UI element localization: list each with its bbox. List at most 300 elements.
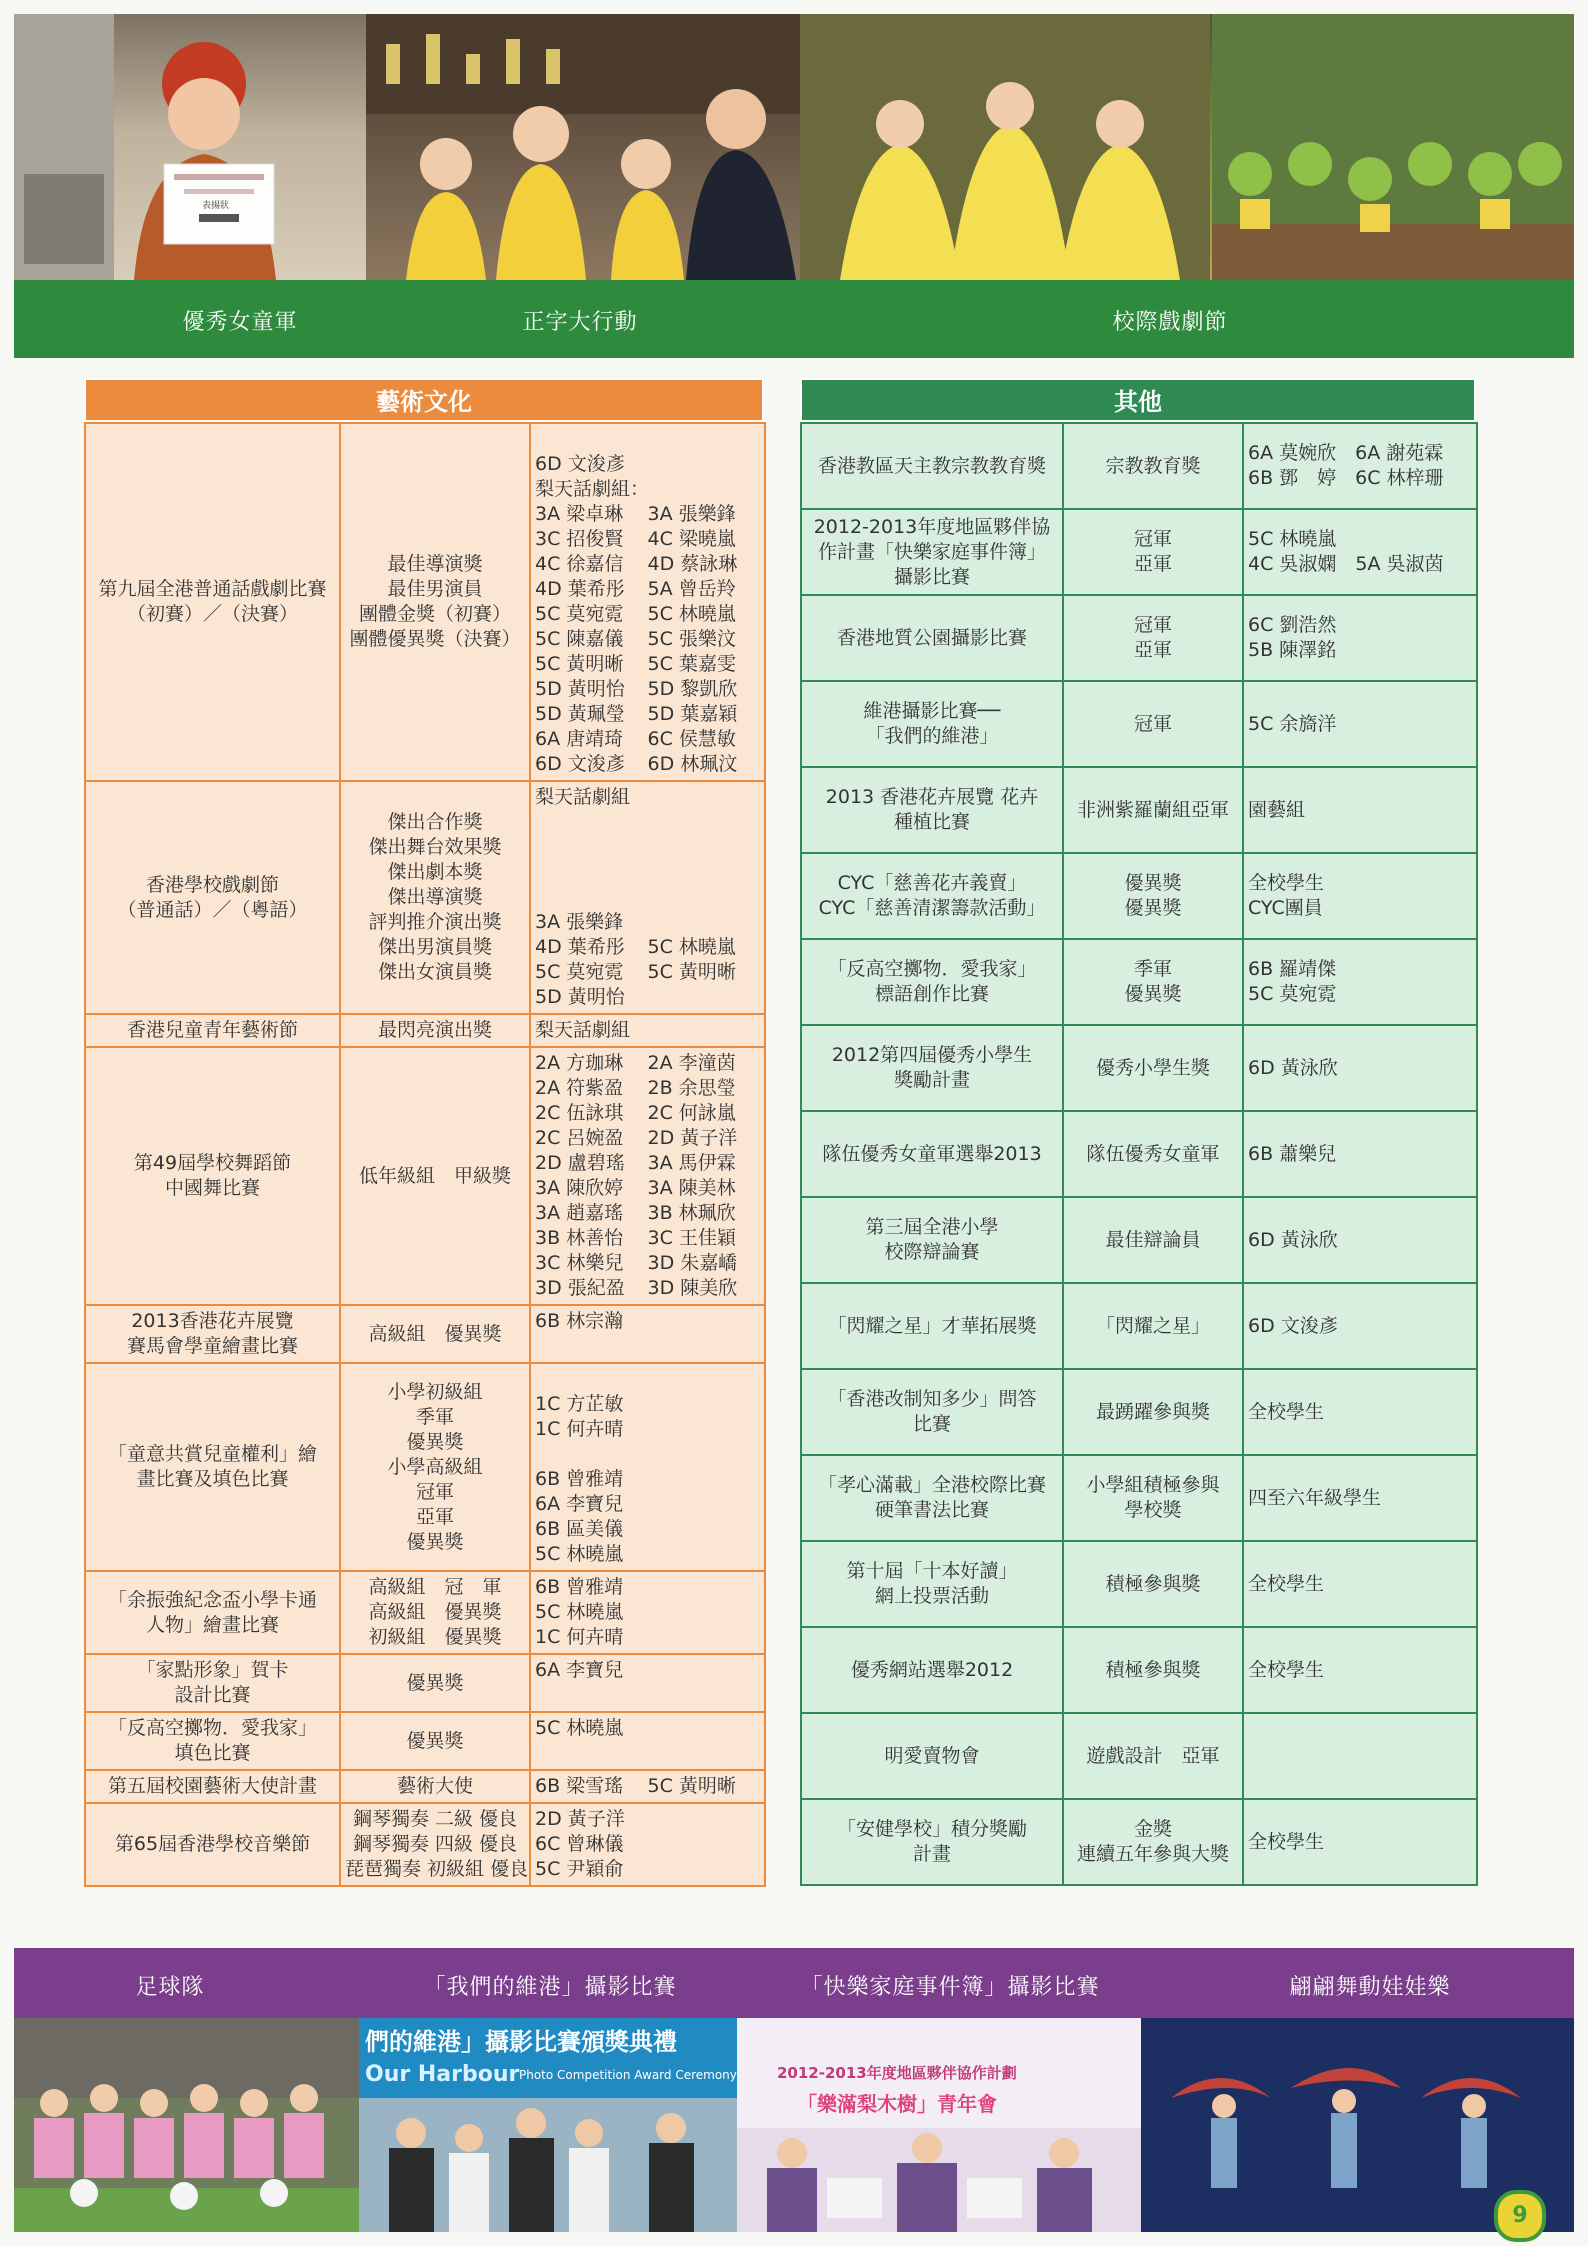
others-event-line: 2013 香港花卉展覽 花卉	[825, 786, 1039, 808]
others-award	[1063, 939, 1243, 1025]
winner-pair	[535, 702, 760, 727]
others-award-line: 積極參與獎	[1105, 1572, 1201, 1595]
arts-award-line: 傑出舞台效果獎	[368, 836, 502, 858]
others-event-line: 香港教區天主教宗教教育獎	[817, 454, 1046, 477]
winner-name: 3C 招俊賢	[535, 528, 624, 550]
arts-award-line: 優異獎	[406, 1671, 464, 1694]
others-award-line: 連續五年參與大獎	[1076, 1843, 1229, 1865]
winner-line: 6B 區美儀	[535, 1518, 624, 1540]
others-award-line: 季軍	[1133, 958, 1172, 980]
others-award	[1063, 1713, 1243, 1799]
others-row	[801, 595, 1477, 681]
others-winner-line: 4C 吳淑嫻 5A 吳淑茵	[1248, 553, 1444, 575]
photo-drama-stage	[800, 14, 1574, 280]
others-winner	[1243, 1541, 1477, 1627]
winner-name: 3A 馬伊霖	[647, 1152, 736, 1174]
winner-name: 5C 葉嘉雯	[647, 653, 736, 675]
others-award	[1063, 1025, 1243, 1111]
others-table	[800, 422, 1478, 1886]
winner-line: 1C 何卉晴	[535, 1626, 624, 1648]
arts-award-line: 最佳男演員	[387, 578, 483, 600]
arts-award-line: 團體金獎（初賽）	[358, 603, 511, 625]
others-event-line: 硬筆書法比賽	[874, 1499, 989, 1521]
others-event	[801, 853, 1063, 939]
arts-event	[85, 1803, 340, 1886]
arts-event-line: 第五屆校園藝術大使計畫	[107, 1775, 317, 1797]
others-event	[801, 1627, 1063, 1713]
caption-family-photo: 「快樂家庭事件簿」攝影比賽	[800, 1975, 1100, 2000]
others-winner-line: 5C 林曉嵐	[1248, 528, 1337, 550]
winner-name: 5C 林曉嵐	[647, 936, 736, 958]
others-award	[1063, 423, 1243, 509]
others-award-line: 積極參與獎	[1105, 1658, 1201, 1681]
others-winner-line: 6D 文浚彥	[1248, 1314, 1338, 1337]
others-event	[801, 1541, 1063, 1627]
winner-name: 3A 張樂鋒	[647, 503, 736, 525]
winner-name: 5D 黃明怡	[535, 678, 625, 700]
others-event-line: 「孝心滿載」全港校際比賽	[817, 1474, 1046, 1496]
photo-trophy-students	[366, 14, 800, 280]
arts-culture-title: 藝術文化	[84, 378, 764, 422]
photo-girl-guide	[14, 14, 366, 280]
others-award-line: 冠軍	[1133, 712, 1172, 735]
winner-pair	[535, 1101, 760, 1126]
arts-award-line: 高級組 優異獎	[368, 1601, 502, 1623]
others-award	[1063, 1455, 1243, 1541]
others-event-line: 第三屆全港小學	[865, 1216, 999, 1238]
arts-culture-table	[84, 422, 766, 1887]
others-winner-line: 園藝組	[1248, 798, 1306, 821]
others-winner	[1243, 853, 1477, 939]
harbour-people-illustration	[359, 2018, 737, 2232]
winner-name: 5C 陳嘉儀	[535, 628, 624, 650]
arts-event	[85, 423, 340, 781]
winner-line: 6B 曾雅靖	[535, 1576, 624, 1598]
arts-event	[85, 781, 340, 1014]
others-event	[801, 1799, 1063, 1885]
others-winner	[1243, 681, 1477, 767]
arts-row	[85, 1803, 765, 1886]
others-winner-line: 全校學生	[1248, 1400, 1325, 1423]
winner-line: 6A 李寶兒	[535, 1493, 624, 1515]
others-award	[1063, 1111, 1243, 1197]
arts-award	[340, 1712, 530, 1770]
arts-award-line: 傑出劇本獎	[387, 861, 483, 883]
others-winner	[1243, 423, 1477, 509]
girl-guide-illustration	[14, 14, 366, 280]
caption-football-team: 足球隊	[135, 1975, 205, 2000]
winner-pair	[535, 752, 760, 777]
others-award-line: 金獎	[1133, 1818, 1172, 1840]
photo-family-award	[737, 2018, 1141, 2232]
arts-winners	[530, 1571, 765, 1654]
others-award	[1063, 853, 1243, 939]
arts-winners	[530, 1712, 765, 1770]
arts-row	[85, 781, 765, 1014]
winner-line: 6C 曾琳儀	[535, 1833, 624, 1855]
arts-event	[85, 1047, 340, 1305]
others-winner	[1243, 1627, 1477, 1713]
drama-stage-illustration	[800, 14, 1574, 280]
winner-name: 2A 方珈琳	[535, 1052, 624, 1074]
arts-winners	[530, 1770, 765, 1803]
arts-row	[85, 1305, 765, 1363]
arts-event-line: （初賽）／（決賽）	[126, 603, 298, 625]
winner-name: 4C 梁曉嵐	[647, 528, 736, 550]
others-row	[801, 767, 1477, 853]
others-event-line: 香港地質公園攝影比賽	[836, 626, 1027, 649]
others-row	[801, 423, 1477, 509]
others-award-line: 隊伍優秀女童軍	[1086, 1142, 1220, 1165]
others-winner-line: 5B 陳澤銘	[1248, 639, 1337, 661]
winner-name: 5C 莫宛霓	[535, 603, 624, 625]
arts-winners	[530, 1363, 765, 1571]
winner-name: 3D 陳美欣	[647, 1277, 738, 1299]
winner-name: 4C 徐嘉信	[535, 553, 624, 575]
arts-award-line: 低年級組 甲級獎	[358, 1164, 511, 1187]
others-event-line: 「反高空擲物．愛我家」	[827, 958, 1037, 980]
winner-line: 梨天話劇組：	[535, 478, 650, 500]
others-winner-line: 全校學生	[1248, 872, 1325, 894]
winner-name: 5C 林曉嵐	[647, 603, 736, 625]
others-winner-line: 5C 余旖洋	[1248, 712, 1337, 735]
arts-award-line: 團體優異獎（決賽）	[349, 628, 521, 650]
winner-name: 2B 余思瑩	[647, 1077, 736, 1099]
arts-event-line: 「家點形象」賀卡	[136, 1659, 289, 1681]
others-row	[801, 1025, 1477, 1111]
others-award-line: 最佳辯論員	[1105, 1228, 1201, 1251]
winner-name: 5A 曾岳羚	[647, 578, 736, 600]
arts-event-line: 「童意共賞兒童權利」繪	[107, 1443, 317, 1465]
others-event-line: CYC「慈善清潔籌款活動」	[818, 897, 1046, 919]
winner-name: 3B 林珮欣	[647, 1202, 736, 1224]
arts-event	[85, 1571, 340, 1654]
others-winner-line: 全校學生	[1248, 1830, 1325, 1853]
winner-pair	[535, 1774, 760, 1799]
others-event	[801, 767, 1063, 853]
arts-event	[85, 1014, 340, 1047]
winner-line	[535, 1367, 760, 1392]
arts-award-line: 琵琶獨奏 初級組 優良	[345, 1858, 529, 1880]
winner-name: 6D 文浚彥	[535, 753, 625, 775]
winner-pair	[535, 577, 760, 602]
others-event-line: 「閃耀之星」才華拓展獎	[827, 1314, 1037, 1337]
arts-award-line: 傑出男演員獎	[377, 936, 492, 958]
others-winner	[1243, 939, 1477, 1025]
winner-name: 4D 蔡詠琳	[647, 553, 738, 575]
harbour-banner-sub2: Photo Competition Award Ceremony	[519, 2068, 737, 2082]
others-winner-line: CYC團員	[1248, 897, 1323, 919]
arts-award-line: 最閃亮演出獎	[377, 1019, 492, 1041]
winner-pair	[535, 935, 760, 960]
arts-event-line: 中國舞比賽	[164, 1177, 260, 1199]
arts-award	[340, 1571, 530, 1654]
others-event	[801, 595, 1063, 681]
winner-pair	[535, 627, 760, 652]
winner-name: 5C 黃明晰	[647, 1775, 736, 1797]
others-row	[801, 1197, 1477, 1283]
others-event-line: 標語創作比賽	[874, 983, 989, 1005]
caption-drama-festival: 校際戲劇節	[1112, 310, 1228, 335]
others-row	[801, 681, 1477, 767]
others-award-line: 遊戲設計 亞軍	[1086, 1744, 1220, 1767]
others-row	[801, 1541, 1477, 1627]
winner-line: 5C 林曉嵐	[535, 1717, 624, 1739]
arts-award	[340, 1305, 530, 1363]
others-event-line: 比賽	[912, 1413, 951, 1435]
others-award-line: 「閃耀之星」	[1095, 1314, 1210, 1337]
others-row	[801, 1627, 1477, 1713]
others-event	[801, 1025, 1063, 1111]
winner-name: 5D 葉嘉穎	[647, 703, 738, 725]
winner-pair	[535, 527, 760, 552]
winner-line: 6B 曾雅靖	[535, 1468, 624, 1490]
harbour-banner-title: 們的維港」攝影比賽頒獎典禮	[365, 2028, 677, 2056]
winner-name: 6B 梁雪瑤	[535, 1775, 624, 1797]
photo-football-team	[14, 2018, 359, 2232]
arts-award-line: 評判推介演出獎	[368, 911, 502, 933]
others-event-line: 「香港改制知多少」問答	[827, 1388, 1037, 1410]
others-winner-line: 6B 鄧 婷 6C 林梓珊	[1248, 467, 1444, 489]
arts-winners	[530, 1047, 765, 1305]
football-team-illustration	[14, 2018, 359, 2232]
others-event	[801, 939, 1063, 1025]
winner-name: 2D 盧碧瑤	[535, 1152, 625, 1174]
winner-name: 5D 黃明怡	[535, 986, 625, 1008]
winner-name: 6C 侯慧敏	[647, 728, 736, 750]
arts-winners	[530, 1305, 765, 1363]
arts-award	[340, 1363, 530, 1571]
others-winner	[1243, 1369, 1477, 1455]
caption-harbour-photo: 「我們的維港」攝影比賽	[423, 1975, 677, 2000]
winner-pair	[535, 502, 760, 527]
winner-pair	[535, 652, 760, 677]
winner-name: 2C 何詠嵐	[647, 1102, 736, 1124]
arts-award-line: 季軍	[415, 1405, 454, 1428]
others-winner	[1243, 1799, 1477, 1885]
caption-correct-writing: 正字大行動	[522, 310, 638, 335]
others-event-line: 明愛賣物會	[884, 1744, 980, 1767]
others-winner	[1243, 1455, 1477, 1541]
winner-pair	[535, 677, 760, 702]
others-row	[801, 509, 1477, 595]
others-winner	[1243, 767, 1477, 853]
others-award-line: 亞軍	[1133, 639, 1172, 661]
others-award	[1063, 1197, 1243, 1283]
winner-line: 5C 林曉嵐	[535, 1601, 624, 1623]
winner-pair	[535, 1126, 760, 1151]
winner-pair	[535, 1226, 760, 1251]
arts-award-line: 最佳導演獎	[387, 553, 483, 575]
winner-name: 3C 林樂兒	[535, 1252, 624, 1274]
arts-event-line: 香港兒童青年藝術節	[126, 1019, 298, 1041]
others-event	[801, 1111, 1063, 1197]
others-event	[801, 1455, 1063, 1541]
winner-line	[535, 810, 760, 835]
caption-girl-guide: 優秀女童軍	[182, 310, 298, 335]
arts-award	[340, 781, 530, 1014]
others-panel	[800, 378, 1476, 1886]
winner-name: 3C 王佳穎	[647, 1227, 736, 1249]
others-winner	[1243, 509, 1477, 595]
others-row	[801, 1283, 1477, 1369]
others-event-line: 第十屆「十本好讀」	[846, 1560, 1018, 1582]
winner-pair	[535, 1076, 760, 1101]
winner-line: 梨天話劇組	[535, 1019, 631, 1041]
others-event-line: 種植比賽	[893, 811, 970, 833]
winner-name: 2A 符紫盈	[535, 1077, 624, 1099]
arts-row	[85, 1363, 765, 1571]
arts-award-line: 優異獎	[406, 1530, 464, 1553]
others-event	[801, 1369, 1063, 1455]
page-number: 9	[1494, 2190, 1546, 2242]
others-winner-line: 全校學生	[1248, 1658, 1325, 1681]
others-row	[801, 1799, 1477, 1885]
arts-award-line: 冠軍	[415, 1480, 454, 1503]
winner-line	[535, 885, 760, 910]
others-event	[801, 509, 1063, 595]
trophy-students-illustration	[366, 14, 800, 280]
winner-name: 5C 張樂汶	[647, 628, 736, 650]
winner-name: 2A 李潼茵	[647, 1052, 736, 1074]
winner-name: 3A 趙嘉瑤	[535, 1202, 624, 1224]
others-event-line: 攝影比賽	[893, 565, 970, 588]
others-winner	[1243, 1197, 1477, 1283]
winner-line	[535, 860, 760, 885]
winner-line: 5C 林曉嵐	[535, 1543, 624, 1565]
others-winner	[1243, 595, 1477, 681]
winner-pair	[535, 602, 760, 627]
others-row	[801, 1713, 1477, 1799]
others-award-line: 學校獎	[1124, 1499, 1182, 1521]
others-award	[1063, 1799, 1243, 1885]
winner-name: 6A 唐靖琦	[535, 728, 624, 750]
winner-name: 4D 葉希彤	[535, 936, 625, 958]
winner-line: 5C 尹穎俞	[535, 1858, 624, 1880]
arts-award	[340, 1047, 530, 1305]
others-award-line: 優異獎	[1124, 872, 1182, 894]
arts-event-line: 「余振強紀念盃小學卡通	[107, 1588, 317, 1611]
others-event-line: 2012-2013年度地區夥伴協	[813, 515, 1051, 538]
winner-pair	[535, 1276, 760, 1301]
arts-award	[340, 1014, 530, 1047]
arts-award-line: 初級組 優異獎	[368, 1626, 502, 1648]
arts-award-line: 藝術大使	[396, 1775, 473, 1797]
winner-pair	[535, 727, 760, 752]
winner-pair	[535, 1051, 760, 1076]
arts-event	[85, 1770, 340, 1803]
others-award	[1063, 681, 1243, 767]
others-row	[801, 1111, 1477, 1197]
others-row	[801, 939, 1477, 1025]
winner-name: 5C 莫宛霓	[535, 961, 624, 983]
others-row	[801, 1455, 1477, 1541]
arts-award	[340, 1654, 530, 1712]
family-banner-sub: 「樂滿梨木樹」青年會	[797, 2092, 997, 2116]
caption-dance: 翩翩舞動娃娃樂	[1289, 1975, 1451, 2000]
winner-name: 2C 呂婉盈	[535, 1127, 624, 1149]
winner-name: 5D 黃珮瑩	[535, 703, 625, 725]
arts-event	[85, 1712, 340, 1770]
others-award-line: 亞軍	[1133, 553, 1172, 575]
winner-name: 5C 黃明晰	[647, 961, 736, 983]
others-event-line: 網上投票活動	[874, 1585, 989, 1607]
arts-award	[340, 423, 530, 781]
arts-award-line: 優異獎	[406, 1430, 464, 1453]
others-award	[1063, 1283, 1243, 1369]
others-winner-line: 全校學生	[1248, 1572, 1325, 1595]
arts-award-line: 小學初級組	[387, 1380, 483, 1403]
winner-name: 3A 陳美林	[647, 1177, 736, 1199]
arts-award-line: 高級組 優異獎	[368, 1322, 502, 1345]
arts-award-line: 鋼琴獨奏 二級 優良	[352, 1808, 518, 1830]
winner-pair	[535, 1201, 760, 1226]
winner-name: 3A 梁卓琳	[535, 503, 624, 525]
others-award	[1063, 1369, 1243, 1455]
arts-event-line: 賽馬會學童繪畫比賽	[126, 1335, 298, 1357]
arts-event-line: 香港學校戲劇節	[145, 873, 279, 896]
others-winner-line: 6D 黃泳欣	[1248, 1056, 1338, 1079]
others-event	[801, 423, 1063, 509]
others-award-line: 最踴躍參與獎	[1095, 1400, 1210, 1423]
winner-name: 3D 朱嘉嶠	[647, 1252, 738, 1274]
others-award-line: 優異獎	[1124, 897, 1182, 919]
arts-event-line: 「反高空擲物．愛我家」	[107, 1717, 317, 1739]
arts-award	[340, 1803, 530, 1886]
others-event-line: 維港攝影比賽──	[863, 700, 1001, 722]
arts-winners	[530, 1654, 765, 1712]
winner-line: 1C 方芷敏	[535, 1393, 624, 1415]
others-award-line: 冠軍	[1133, 614, 1172, 636]
arts-row	[85, 1712, 765, 1770]
arts-event-line: 畫比賽及填色比賽	[136, 1468, 289, 1490]
arts-award-line: 傑出導演獎	[387, 886, 483, 908]
certificate-text: 表揚狀	[202, 201, 230, 211]
others-award-line: 優秀小學生獎	[1095, 1056, 1210, 1079]
others-event-line: 隊伍優秀女童軍選舉2013	[822, 1142, 1042, 1165]
winner-name: 5D 黎凱欣	[647, 678, 738, 700]
arts-row	[85, 1014, 765, 1047]
arts-row	[85, 423, 765, 781]
arts-event-line: 2013香港花卉展覽	[131, 1310, 294, 1332]
others-event	[801, 1283, 1063, 1369]
others-winner-line: 6B 羅靖傑	[1248, 958, 1337, 980]
arts-event	[85, 1305, 340, 1363]
others-award	[1063, 1541, 1243, 1627]
arts-event-line: 第65屆香港學校音樂節	[114, 1833, 311, 1855]
family-banner-title: 2012-2013年度地區夥伴協作計劃	[777, 2064, 1017, 2082]
others-winner-line: 6D 黃泳欣	[1248, 1228, 1338, 1251]
others-award-line: 非洲紫羅蘭組亞軍	[1076, 798, 1229, 821]
winner-name: 3D 張紀盈	[535, 1277, 625, 1299]
winner-name: 2C 伍詠琪	[535, 1102, 624, 1124]
others-winner-line: 6B 蕭樂兒	[1248, 1142, 1337, 1165]
others-event	[801, 1197, 1063, 1283]
arts-winners	[530, 1803, 765, 1886]
arts-award-line: 亞軍	[415, 1505, 454, 1528]
others-award-line: 優異獎	[1124, 983, 1182, 1005]
winner-name: 3A 陳欣婷	[535, 1177, 624, 1199]
arts-award-line: 優異獎	[406, 1729, 464, 1752]
others-winner	[1243, 1283, 1477, 1369]
others-winner-line: 6C 劉浩然	[1248, 614, 1337, 636]
photo-harbour-award	[359, 2018, 737, 2232]
winner-name: 2D 黃子洋	[647, 1127, 738, 1149]
others-event-line: 「安健學校」積分獎勵	[836, 1818, 1027, 1840]
arts-row	[85, 1770, 765, 1803]
arts-row	[85, 1047, 765, 1305]
others-row	[801, 853, 1477, 939]
